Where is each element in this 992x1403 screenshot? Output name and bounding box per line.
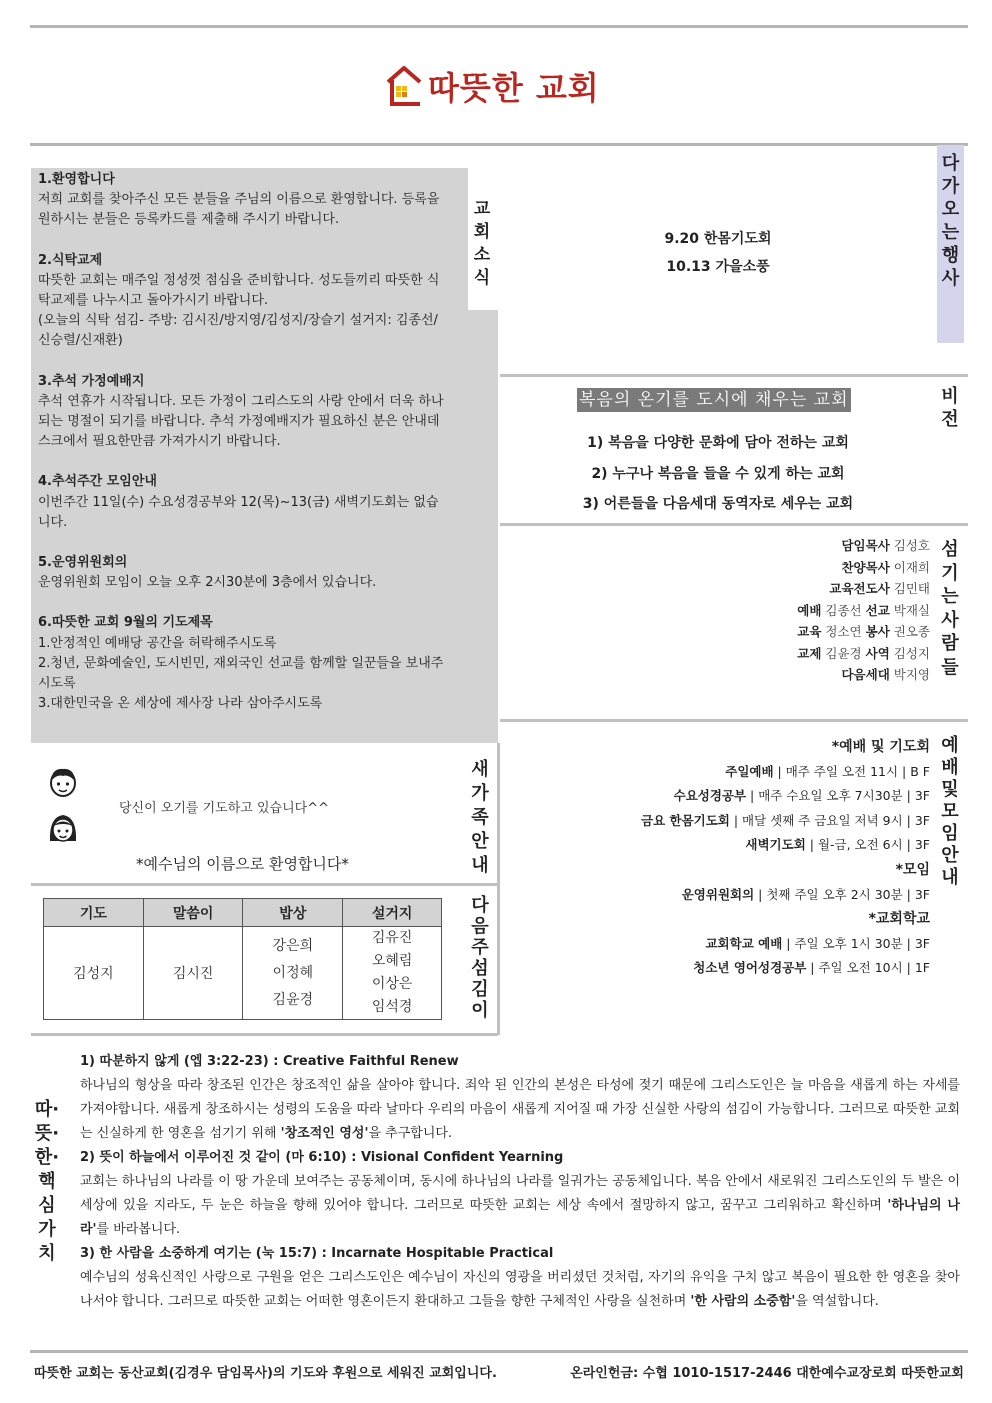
header-rule xyxy=(30,143,968,146)
core-text: 교회는 하나님의 나라를 이 땅 가운데 보여주는 공동체이며, 동시에 하나님의 나라를 일궈가는 공동체입니다. 복음 안에서 새로워진 그리스도인의 두 발은 이 세상에 있을 지라도, 두 눈은 하늘을 향해 있어야 합니다. 그러므로 따뜻한 교회는 세상 속에서 절망하지 않고, 꿈꾸고 그리워하고 확신하며 xyxy=(80,1174,960,1213)
new-family-section xyxy=(31,743,468,883)
duty-header: 기도 xyxy=(44,899,144,927)
news-body: 운영위원회 모임이 오늘 오후 2시30분에 3층에서 있습니다. xyxy=(38,575,377,591)
table-row xyxy=(44,927,442,1020)
news-body: 따뜻한 교회는 매주일 정성껏 점심을 준비합니다. 성도들끼리 따뜻한 식탁교제를 나누시고 돌아가시기 바랍니다. xyxy=(38,272,440,309)
news-body: 추석 연휴가 시작됩니다. 모든 가정이 그리스도의 사랑 안에서 더욱 하나되는 명절이 되기를 바랍니다. 추석 가정예배지가 필요하신 분은 안내데스크에서 필요한만큼 가져가시기 바랍니다. xyxy=(38,393,444,450)
news-body: 저희 교회를 찾아주신 모든 분들을 주님의 이름으로 환영합니다. 등록을 원하시는 분들은 등록카드를 제출해 주시기 바랍니다. xyxy=(38,192,440,228)
church-logo xyxy=(384,60,600,112)
worship-row xyxy=(500,784,930,809)
worship-row xyxy=(500,932,930,957)
vision-line: 1) 복음을 다양한 문화에 담아 전하는 교회 xyxy=(587,435,849,451)
staff-row xyxy=(500,535,930,557)
duty-name: 강은희 xyxy=(272,937,314,954)
duty-name: 김윤경 xyxy=(272,991,314,1008)
news-item xyxy=(38,372,450,453)
worship-time: | 첫째 주일 오후 2시 30분 | 3F xyxy=(754,886,930,902)
core-values-label: 따·뜻·한·핵심가치 xyxy=(34,1099,60,1264)
news-body: 1.안정적인 예배당 공간을 허락해주시도록 xyxy=(38,635,277,651)
news-item xyxy=(38,170,450,231)
staff-section xyxy=(500,535,930,686)
divider xyxy=(500,374,968,377)
staff-role: 다음세대 xyxy=(841,667,890,682)
bottom-rule xyxy=(30,1350,968,1353)
events-label: 다가오는 행사 xyxy=(941,153,960,289)
staff-role: 찬양목사 xyxy=(841,559,890,575)
events-section xyxy=(500,165,936,375)
column-divider xyxy=(497,743,500,1035)
news-panel-edge xyxy=(468,310,498,743)
top-rule xyxy=(30,25,968,28)
staff-row xyxy=(500,557,930,579)
duty-name: 오혜림 xyxy=(371,953,413,969)
news-label: 교회소식 xyxy=(473,199,491,288)
news-body: 2.청년, 문화예술인, 도시빈민, 재외국인 선교를 함께할 일꾼들을 보내주시도록 xyxy=(38,655,444,692)
staff-name: 박재실 xyxy=(893,602,930,618)
news-title: 6.따뜻한 교회 9월의 기도제목 xyxy=(38,615,213,631)
worship-name: 운영위원회의 xyxy=(681,886,755,902)
news-body: 이번주간 11일(수) 수요성경공부와 12(목)~13(금) 새벽기도회는 없습니다. xyxy=(38,494,439,530)
core-text: 을 역설합니다. xyxy=(795,1294,879,1309)
core-text: 를 바라봅니다. xyxy=(96,1222,181,1237)
footer-sponsor: 따뜻한 교회는 동산교회(김경우 담임목사)의 기도와 후원으로 세워진 교회입니다. xyxy=(34,1366,497,1381)
worship-row xyxy=(500,809,930,834)
staff-role: 사역 xyxy=(865,645,890,661)
divider xyxy=(500,719,968,722)
staff-name: 권오종 xyxy=(893,624,930,639)
core-emphasis: '한 사람의 소중함' xyxy=(690,1294,796,1309)
staff-name: 박지영 xyxy=(893,667,930,682)
staff-role: 교제 xyxy=(797,645,822,661)
prayer-message: 당신이 오기를 기도하고 있습니다^^ xyxy=(119,801,329,816)
staff-name: 정소연 xyxy=(825,624,862,639)
worship-heading: *모임 xyxy=(895,861,930,878)
footer xyxy=(34,1362,964,1381)
worship-name: 새벽기도회 xyxy=(745,837,806,853)
core-text: 을 추구합니다. xyxy=(368,1126,453,1141)
staff-row xyxy=(500,643,930,665)
worship-section xyxy=(500,735,930,981)
duty-name: 김유진 xyxy=(371,930,413,946)
staff-label: 섬기는사람들 xyxy=(941,539,959,678)
core-values-section xyxy=(80,1050,960,1314)
news-title: 5.운영위원회의 xyxy=(38,555,128,571)
staff-row xyxy=(500,600,930,622)
vision-line: 2) 누구나 복음을 들을 수 있게 하는 교회 xyxy=(591,465,845,482)
staff-name: 김민태 xyxy=(893,581,930,596)
duty-name: 임석경 xyxy=(371,999,413,1015)
staff-name: 김성지 xyxy=(893,645,930,661)
boy-face-icon xyxy=(48,765,78,799)
news-title: 1.환영합니다 xyxy=(38,172,115,187)
vision-label: 비전 xyxy=(941,386,959,430)
duty-meal xyxy=(243,927,343,1020)
duty-header: 밥상 xyxy=(243,899,343,927)
staff-name: 김성호 xyxy=(893,538,930,553)
worship-row xyxy=(500,760,930,785)
worship-name: 청소년 영어성경공부 xyxy=(693,960,807,976)
news-panel xyxy=(31,168,468,743)
worship-time: | 주일 오후 1시 30분 | 3F xyxy=(782,935,930,951)
divider xyxy=(31,883,498,886)
core-value-body xyxy=(80,1170,960,1242)
staff-role: 담임목사 xyxy=(841,538,890,553)
logo-text: 따뜻한 교회 xyxy=(428,69,600,107)
vision-line: 3) 어른들을 다음세대 동역자로 세우는 교회 xyxy=(582,496,854,512)
news-title: 3.추석 가정예배지 xyxy=(38,373,145,389)
news-body: 3.대한민국을 온 세상에 제사장 나라 삼아주시도록 xyxy=(38,696,323,712)
worship-time: | 주일 오전 10시 | 1F xyxy=(806,960,930,976)
news-title: 4.추석주간 모임안내 xyxy=(38,474,157,490)
staff-name: 김종선 xyxy=(825,602,862,618)
worship-row xyxy=(500,833,930,858)
worship-heading: *교회학교 xyxy=(868,911,930,928)
event-line: 10.13 가을소풍 xyxy=(666,259,770,275)
staff-role: 예배 xyxy=(797,602,822,618)
house-icon xyxy=(384,64,424,108)
duty-header: 설거지 xyxy=(343,899,442,927)
worship-name: 교회학교 예배 xyxy=(705,935,783,951)
worship-name: 주일예배 xyxy=(725,763,774,779)
staff-row xyxy=(500,664,930,686)
staff-row xyxy=(500,578,930,600)
worship-row xyxy=(500,956,930,981)
core-value-heading: 1) 따분하지 않게 (엡 3:22-23) : Creative Faithful Renew xyxy=(80,1054,459,1069)
divider xyxy=(500,523,968,526)
core-value-body xyxy=(80,1266,960,1314)
event-line: 9.20 한몸기도회 xyxy=(664,231,772,247)
duty-header: 말씀이 xyxy=(143,899,243,927)
duty-dishes xyxy=(343,927,442,1020)
divider xyxy=(31,1033,498,1036)
news-title: 2.식탁교제 xyxy=(38,252,103,268)
news-item xyxy=(38,553,450,593)
duty-prayer: 김성지 xyxy=(44,927,144,1020)
news-item xyxy=(38,613,450,714)
core-value-heading: 3) 한 사람을 소중하게 여기는 (눅 15:7) : Incarnate Hospitable Practical xyxy=(80,1246,554,1261)
core-text: 예수님의 성육신적인 사랑으로 구원을 얻은 그리스도인은 예수님이 자신의 영광을 버리셨던 것처럼, 자기의 유익을 구치 않고 복음이 필요한 한 영혼을 찾아 나서야 합니다. 그러므로 따뜻한 교회는 어떠한 영혼이든지 환대하고 그들을 향한 구체적인 사랑을 실천하며 xyxy=(80,1270,960,1309)
staff-role: 교육 xyxy=(797,624,822,639)
core-value-body xyxy=(80,1074,960,1146)
worship-name: 금요 한몸기도회 xyxy=(641,812,730,828)
staff-role: 선교 xyxy=(865,602,890,618)
duty-word: 김시진 xyxy=(143,927,243,1020)
worship-heading: *예배 및 기도회 xyxy=(831,739,930,755)
duty-label: 다음주섬김이 xyxy=(471,895,489,1021)
new-family-label: 새가족안내 xyxy=(471,759,489,876)
worship-time: | 매달 셋째 주 금요일 저녁 9시 | 3F xyxy=(729,812,930,828)
staff-row xyxy=(500,621,930,643)
worship-time: | 월-금, 오전 6시 | 3F xyxy=(805,837,930,853)
news-item xyxy=(38,472,450,533)
worship-label: 예배및모임안내 xyxy=(941,735,959,888)
duty-name: 이정혜 xyxy=(272,964,314,981)
core-value-heading: 2) 뜻이 하늘에서 이루어진 것 같이 (마 6:10) : Visional Confident Yearning xyxy=(80,1150,564,1165)
duty-table xyxy=(43,898,442,1020)
worship-time: | 매주 수요일 오후 7시30분 | 3F xyxy=(746,788,930,804)
footer-offering: 온라인헌금: 수협 1010-1517-2446 대한예수교장로회 따뜻한교회 xyxy=(570,1366,964,1381)
staff-name: 이재희 xyxy=(893,559,930,575)
core-emphasis: '하나님의 나라' xyxy=(80,1198,960,1237)
staff-role: 교육전도사 xyxy=(829,581,890,596)
vision-title: 복음의 온기를 도시에 채우는 교회 xyxy=(579,390,849,410)
worship-time: | 매주 주일 오전 11시 | B F xyxy=(773,763,930,779)
staff-name: 김윤경 xyxy=(825,645,862,661)
worship-name: 수요성경공부 xyxy=(673,788,747,804)
staff-role: 봉사 xyxy=(865,624,890,639)
core-emphasis: '창조적인 영성' xyxy=(280,1126,369,1141)
news-body: (오늘의 식탁 섬김- 주방: 김시진/방지영/김성지/장슬기 설거지: 김종선/신승렬/신재환) xyxy=(38,313,438,349)
core-text: 하나님의 형상을 따라 창조된 인간은 창조적인 삶을 살아야 합니다. 죄악 된 인간의 본성은 타성에 젖기 때문에 그리스도인은 늘 마음을 새롭게 하는 자세를 가져야합니다. 새롭게 창조하시는 성령의 도움을 따라 날마다 우리의 마음이 새롭게 지어질 때 가장 신실한 사랑의 섬김이 가능합니다. 그러므로 따뜻한 교회는 신실하게 한 영혼을 섬기기 위해 xyxy=(80,1078,960,1141)
girl-face-icon xyxy=(48,811,78,845)
worship-row xyxy=(500,883,930,908)
duty-name: 이상은 xyxy=(371,976,413,992)
welcome-message: *예수님의 이름으로 환영합니다* xyxy=(136,855,349,873)
news-item xyxy=(38,251,450,352)
